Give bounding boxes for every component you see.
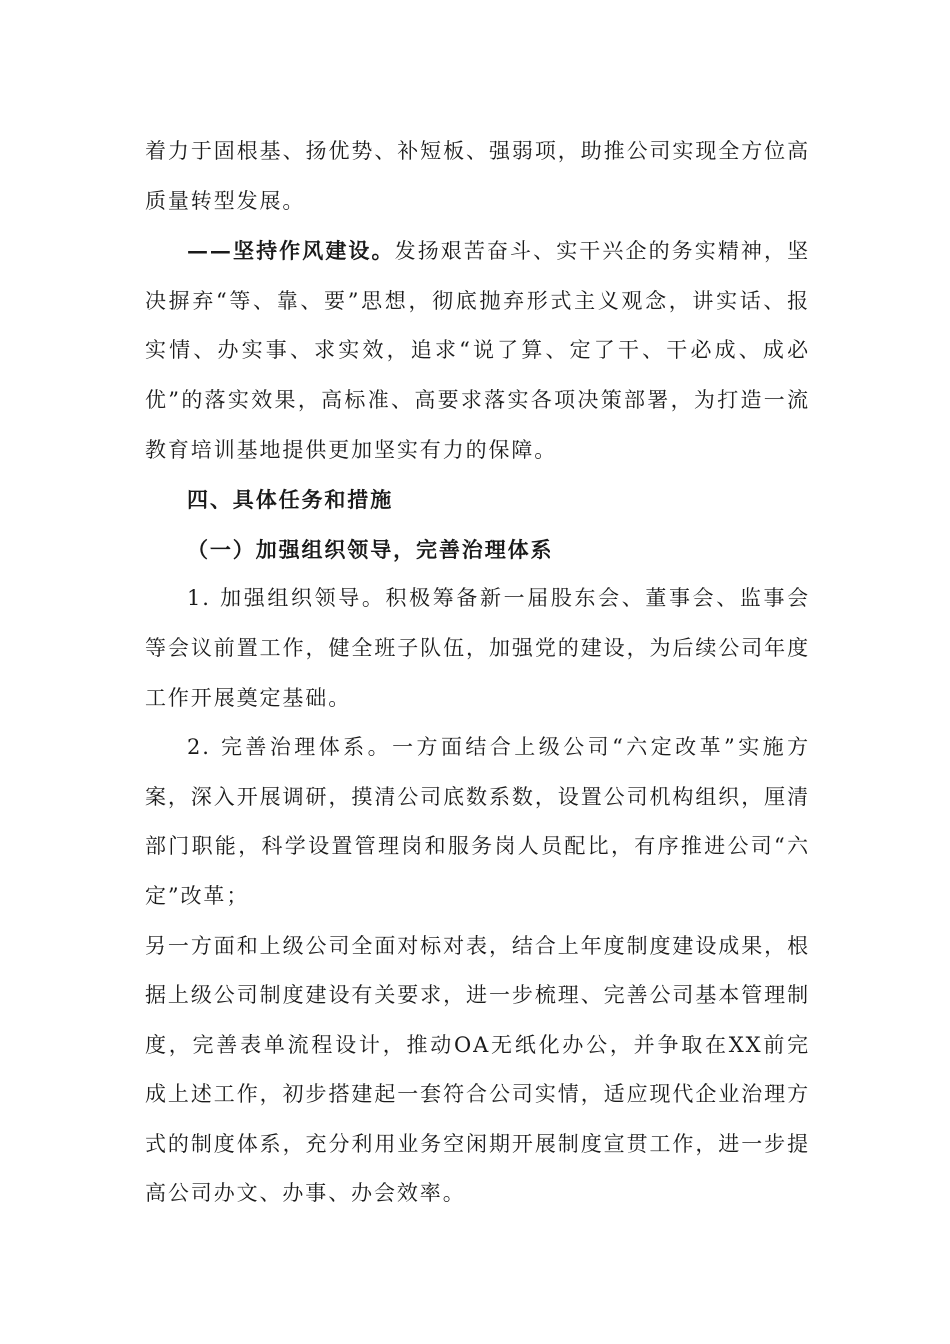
list-item-2-continued: 另一方面和上级公司全面对标对表，结合上年度制度建设成果，根据上级公司制度建设有关要求，进一步梳理、完善公司基本管理制度，完善表单流程设计，推动OA无纸化办公，并争取在XX前完成上述工作，初步搭建起一套符合公司实情，适应现代企业治理方式的制度体系，充分利用业务空闲期开展制度宣贯工作，进一步提高公司办文、办事、办会效率。 — [145, 933, 810, 1206]
subsection-heading: （一）加强组织领导，完善治理体系 — [187, 536, 554, 562]
list-item-1: 1. 加强组织领导。积极筹备新一届股东会、董事会、监事会等会议前置工作，健全班子队伍，加强党的建设，为后续公司年度工作开展奠定基础。 — [145, 586, 810, 710]
paragraph-work-style — [145, 226, 810, 475]
list-item-2: 2. 完善治理体系。一方面结合上级公司“六定改革”实施方案，深入开展调研，摸清公司底数系数，设置公司机构组织，厘清部门职能，科学设置管理岗和服务岗人员配比，有序推进公司“六定”改革； — [145, 735, 810, 908]
document-page — [145, 127, 810, 1219]
paragraph-intro: 着力于固根基、扬优势、补短板、强弱项，助推公司实现全方位高质量转型发展。 — [145, 139, 810, 213]
section-heading: 四、具体任务和措施 — [187, 487, 394, 513]
paragraph-body: 发扬艰苦奋斗、实干兴企的务实精神，坚决摒弃“等、靠、要”思想，彻底抛弃形式主义观念，讲实话、报实情、办实事、求实效，追求“说了算、定了干、干必成、成必优”的落实效果，高标准、高要求落实各项决策部署，为打造一流教育培训基地提供更加坚实有力的保障。 — [145, 239, 810, 462]
paragraph-lead: ——坚持作风建设。 — [187, 238, 395, 264]
